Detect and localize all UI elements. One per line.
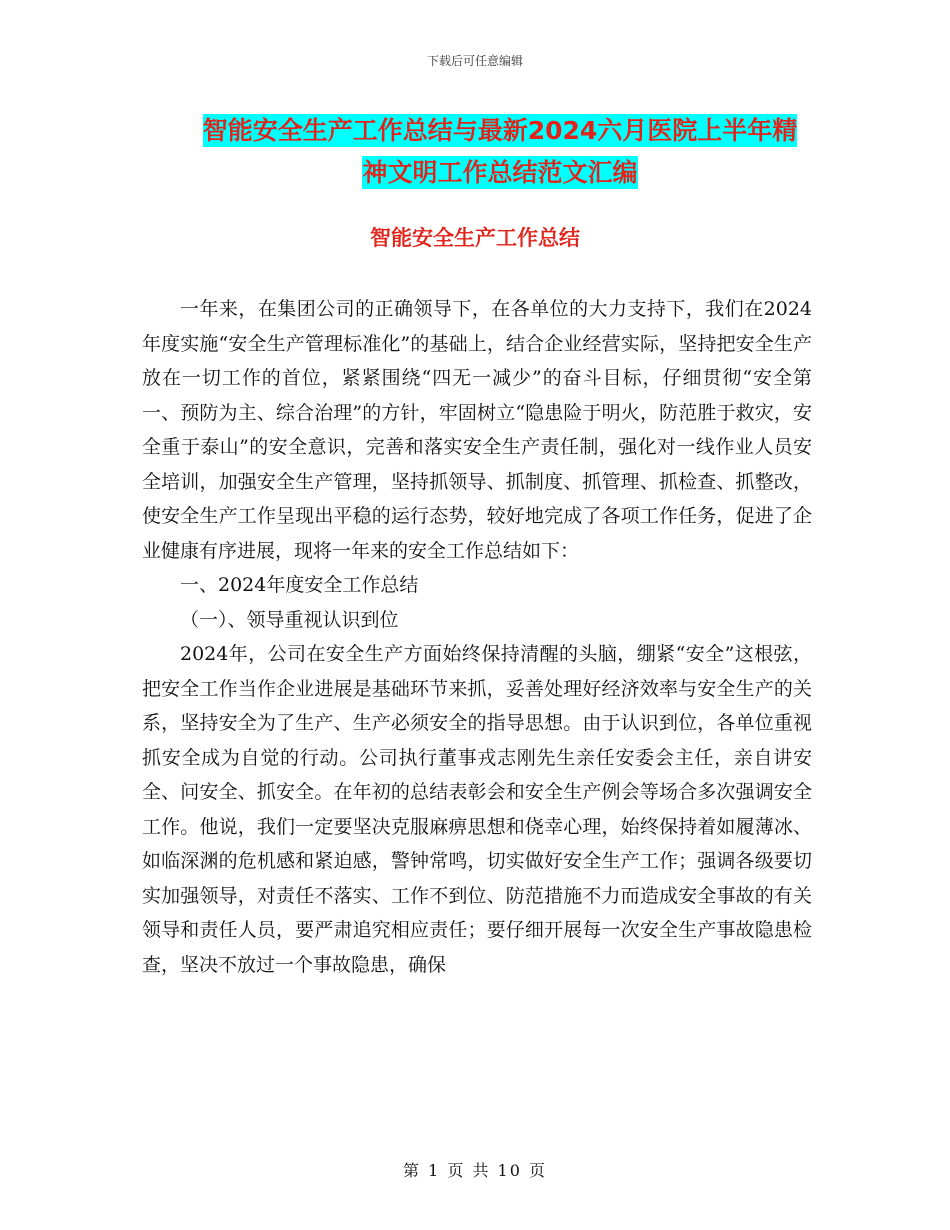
section-title: 智能安全生产工作总结 [370,226,580,250]
document-title [100,110,900,194]
page-header-note: 下载后可任意编辑 [426,54,523,68]
paragraph: 一、2024年度安全工作总结 [180,574,419,596]
document-title-line-2: 神文明工作总结范文汇编 [362,158,638,187]
document-title-line-1: 智能安全生产工作总结与最新2024六月医院上半年精 [202,116,798,145]
paragraph: 2024年，公司在安全生产方面始终保持清醒的头脑，绷紧“安全”这根弦，把安全工作当作企业进展是基础环节来抓，妥善处理好经济效率与安全生产的关系，坚持安全为了生产、生产必须安全的指导思想。由于认识到位，各单位重视抓安全成为自觉的行动。公司执行董事戎志刚先生亲任安委会主任，亲自讲安全、问安全、抓安全。在年初的总结表彰会和安全生产例会等场合多次强调安全工作。他说，我们一定要坚决克服麻痹思想和侥幸心理，始终保持着如履薄冰、如临深渊的危机感和紧迫感，警钟常鸣，切实做好安全生产工作；强调各级要切实加强领导，对责任不落实、工作不到位、防范措施不力而造成安全事故的有关领导和责任人员，要严肃追究相应责任；要仔细开展每一次安全生产事故隐患检查，坚决不放过一个事故隐患，确保 [142,643,812,976]
body-text [142,292,812,982]
paragraph: （一）、领导重视认识到位 [180,608,399,631]
page-footer: 第 1 页 共 10 页 [403,1161,547,1180]
paragraph: 一年来，在集团公司的正确领导下，在各单位的大力支持下，我们在2024年度实施“安全生产管理标准化”的基础上，结合企业经营实际，坚持把安全生产放在一切工作的首位，紧紧围绕“四无一减少”的奋斗目标，仔细贯彻“安全第一、预防为主、综合治理”的方针，牢固树立“隐患险于明火，防范胜于救灾，安全重于泰山”的安全意识，完善和落实安全生产责任制，强化对一线作业人员安全培训，加强安全生产管理，坚持抓领导、抓制度、抓管理、抓检查、抓整改，使安全生产工作呈现出平稳的运行态势，较好地完成了各项工作任务，促进了企业健康有序进展，现将一年来的安全工作总结如下： [142,298,812,562]
